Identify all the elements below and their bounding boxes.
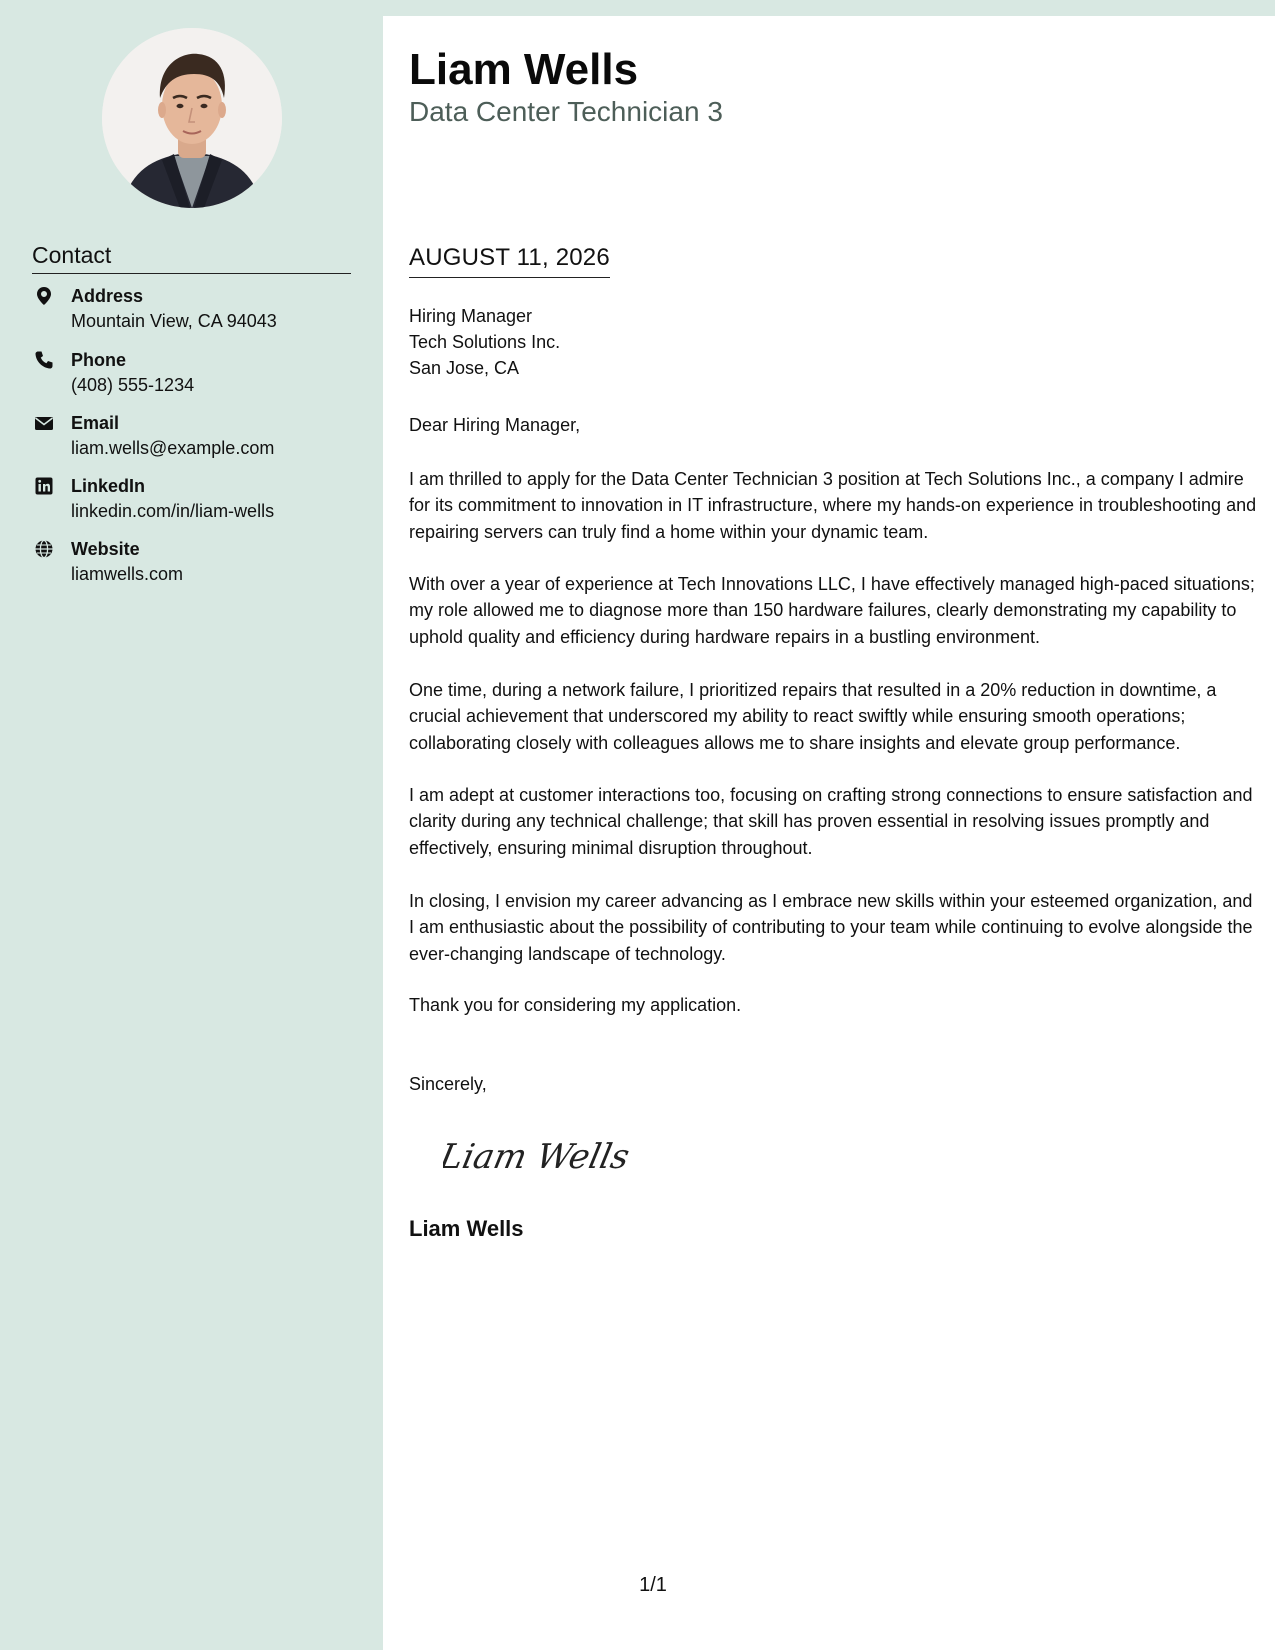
job-title: Data Center Technician 3: [409, 96, 723, 127]
contact-label: Phone: [71, 350, 127, 370]
signer-name: Liam Wells: [409, 1216, 524, 1241]
recipient-line: Tech Solutions Inc.: [409, 332, 561, 352]
letter-main: [383, 16, 1275, 1650]
location-pin-icon: [34, 286, 54, 306]
page-number: 1/1: [639, 1574, 667, 1596]
svg-text:Liam Wells: Liam Wells: [443, 1137, 633, 1177]
globe-icon: [34, 539, 54, 559]
thanks-line: Thank you for considering my application.: [409, 995, 742, 1015]
contact-value: Mountain View, CA 94043: [71, 311, 277, 331]
envelope-icon: [34, 413, 54, 433]
contact-value: linkedin.com/in/liam-wells: [71, 501, 275, 521]
letter-date: AUGUST 11, 2026: [409, 242, 610, 278]
phone-icon: [34, 350, 54, 370]
contact-label: Website: [71, 539, 140, 559]
contact-label: Address: [71, 286, 144, 306]
contact-value: liam.wells@example.com: [71, 438, 275, 458]
recipient-block: [409, 303, 560, 381]
applicant-name: Liam Wells: [409, 45, 639, 94]
paragraph: I am adept at customer interactions too, focusing on crafting strong connections to ensure satisfaction and clarity during any technical challenge; that skill has proven essential in resolving issues promptly and effectively, ensuring minimal disruption throughout.: [409, 785, 1253, 858]
contact-value: liamwells.com: [71, 564, 184, 584]
paragraph: With over a year of experience at Tech Innovations LLC, I have effectively managed high-paced situations; my role allowed me to diagnose more than 150 hardware failures, clearly demonstrating my capability to uphold quality and efficiency during hardware repairs in a bustling environment.: [409, 574, 1255, 647]
contact-label: Email: [71, 413, 120, 433]
contact-value: (408) 555-1234: [71, 375, 195, 395]
salutation: Dear Hiring Manager,: [409, 415, 581, 435]
recipient-line: San Jose, CA: [409, 358, 520, 378]
sidebar: [0, 0, 383, 1650]
recipient-line: Hiring Manager: [409, 306, 533, 326]
portrait-photo: [102, 28, 282, 208]
paragraph: I am thrilled to apply for the Data Center Technician 3 position at Tech Solutions Inc., a company I admire for its commitment to innovation in IT infrastructure, where my hands-on experience in troubleshooting and repairing servers can truly find a home within your dynamic team.: [409, 469, 1257, 542]
paragraph: In closing, I envision my career advancing as I embrace new skills within your esteemed organization, and I am enthusiastic about the possibility of contributing to your team while continuing to evolve alongside the ever-changing landscape of technology.: [409, 891, 1253, 964]
contact-heading: Contact: [32, 240, 351, 274]
paragraph: One time, during a network failure, I prioritized repairs that resulted in a 20% reduction in downtime, a crucial achievement that underscored my ability to react swiftly while ensuring smooth operations; collaborating closely with colleagues allows me to share insights and elevate group performance.: [409, 680, 1217, 753]
contact-label: LinkedIn: [71, 476, 146, 496]
linkedin-icon: [34, 476, 54, 496]
signature-image: [443, 1126, 643, 1191]
closing: Sincerely,: [409, 1074, 487, 1094]
profile-photo: [102, 28, 282, 208]
